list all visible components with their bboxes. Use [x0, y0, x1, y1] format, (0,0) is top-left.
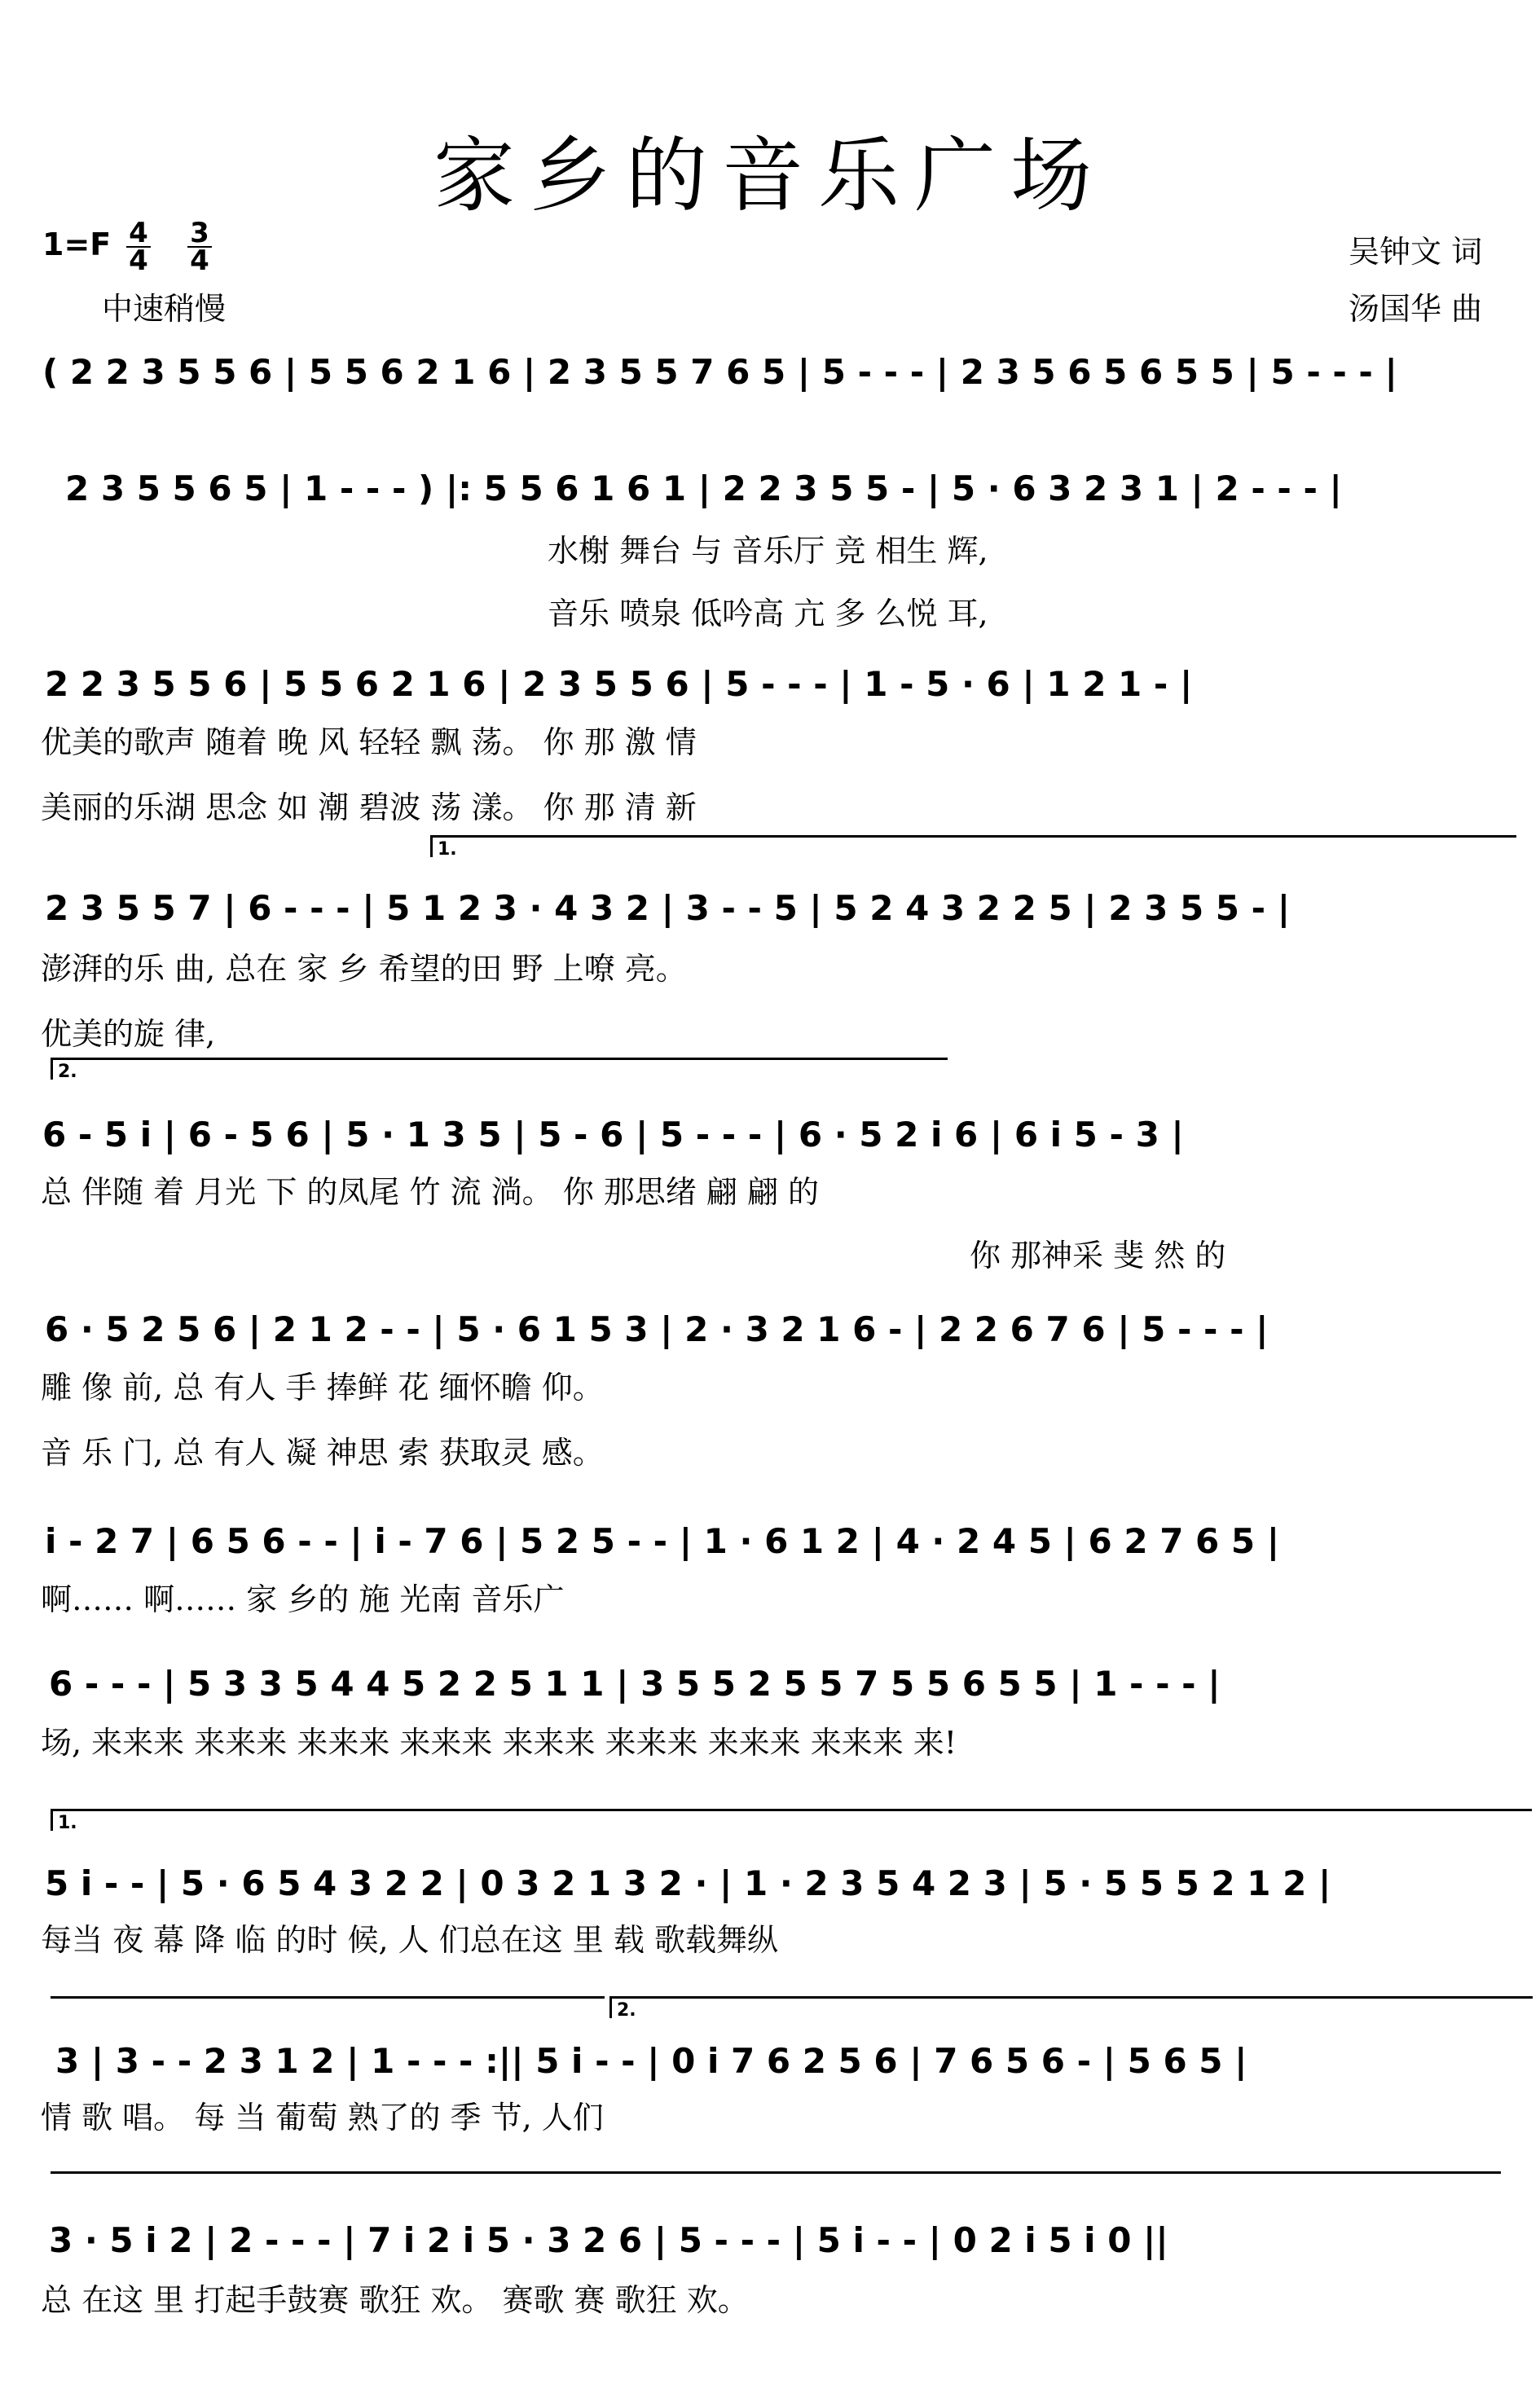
lyric-text: 雕 像 前, 总 有人 手 捧鲜 花 缅怀瞻 仰。: [41, 1370, 604, 1405]
time-signature-3-4: 3 4: [187, 220, 212, 274]
lyric-text: 美丽的乐湖 思念 如 潮 碧波 荡 漾。 你 那 清 新: [41, 790, 697, 825]
bracket-line: [51, 2171, 1501, 2174]
time-signature-4-4: 4 4: [126, 220, 151, 274]
lyric-text: 情 歌 唱。 每 当 葡萄 熟了的 季 节, 人们: [41, 2100, 604, 2135]
lyric-line: [0, 1915, 1540, 1964]
notation-text: 2 3 5 5 6 5 | 1 - - - ) |: 5 5 6 1 6 1 | 2 2 3 5 5 - | 5 · 6 3 2 3 1 | 2 - - - |: [65, 468, 1342, 508]
lyric-line: [0, 588, 1540, 637]
lyric-text: 优美的歌声 随着 晚 风 轻轻 飘 荡。 你 那 激 情: [41, 724, 697, 760]
tempo-marking: 中速稍慢: [102, 291, 227, 327]
notation-text: 6 · 5 2 5 6 | 2 1 2 - - | 5 · 6 1 5 3 | 2 · 3 2 1 6 - | 2 2 6 7 6 | 5 - - - |: [45, 1309, 1269, 1349]
lyric-text: 场, 来来来 来来来 来来来 来来来 来来来 来来来 来来来 来来来 来!: [41, 1725, 957, 1761]
lyric-text: 总 在这 里 打起手鼓赛 歌狂 欢。 赛歌 赛 歌狂 欢。: [41, 2282, 749, 2318]
bracket-line: [51, 1996, 605, 1999]
music-line-2: [0, 468, 1540, 534]
lyric-line: [0, 1009, 1540, 1058]
lyric-line: [0, 1574, 1540, 1623]
lyric-line: [0, 782, 1540, 831]
lyric-text: 音 乐 门, 总 有人 凝 神思 索 获取灵 感。: [41, 1435, 604, 1471]
lyric-line: [0, 1362, 1540, 1411]
lyric-line: [0, 1718, 1540, 1766]
lyric-text: 啊…… 啊…… 家 乡的 施 光南 音乐广: [41, 1581, 565, 1617]
lyric-text: 音乐 喷泉 低吟高 亢 多 么悦 耳,: [548, 596, 988, 631]
lyric-line: [0, 1230, 1540, 1279]
volta-second-ending-chorus: 2.: [609, 1996, 1533, 2018]
song-title: 家乡的音乐广场: [433, 128, 1107, 223]
composer-credit: 汤国华 曲: [1349, 291, 1483, 327]
lyric-line: [0, 2092, 1540, 2141]
notation-text: 6 - - - | 5 3 3 5 4 4 5 2 2 5 1 1 | 3 5 5 2 5 5 7 5 5 6 5 5 | 1 - - - |: [49, 1664, 1221, 1704]
notation-text: 3 · 5 i 2 | 2 - - - | 7 i 2 i 5 · 3 2 6 | 5 - - - | 5 i - - | 0 2 i 5 i 0 ||: [49, 2220, 1168, 2260]
lyric-line: [0, 2275, 1540, 2324]
notation-text: ( 2 2 3 5 5 6 | 5 5 6 2 1 6 | 2 3 5 5 7 6 5 | 5 - - - | 2 3 5 6 5 6 5 5 | 5 - - - |: [42, 352, 1397, 392]
lyric-line: [0, 526, 1540, 574]
lyricist-credit: 吴钟文 词: [1349, 234, 1483, 270]
notation-text: i - 2 7 | 6 5 6 - - | i - 7 6 | 5 2 5 - - | 1 · 6 1 2 | 4 · 2 4 5 | 6 2 7 6 5 |: [45, 1521, 1280, 1561]
notation-text: 2 2 3 5 5 6 | 5 5 6 2 1 6 | 2 3 5 5 6 | 5 - - - | 1 - 5 · 6 | 1 2 1 - |: [45, 664, 1193, 704]
notation-text: 5 i - - | 5 · 6 5 4 3 2 2 | 0 3 2 1 3 2 · | 1 · 2 3 5 4 2 3 | 5 · 5 5 5 2 1 2 |: [45, 1863, 1331, 1903]
lyric-line: [0, 717, 1540, 766]
volta-first-ending: 1.: [430, 835, 1516, 857]
key-signature: 1=F: [42, 227, 112, 262]
music-line-1: [0, 352, 1540, 417]
lyric-line: [0, 943, 1540, 992]
lyric-line: [0, 1167, 1540, 1216]
volta-first-ending-chorus: 1.: [51, 1809, 1532, 1831]
volta-second-ending: 2.: [51, 1058, 948, 1080]
lyric-text: 你 那神采 斐 然 的: [970, 1238, 1226, 1273]
lyric-text: 优美的旋 律,: [41, 1016, 216, 1052]
lyric-line: [0, 1427, 1540, 1476]
lyric-text: 水榭 舞台 与 音乐厅 竞 相生 辉,: [548, 533, 988, 569]
lyric-text: 总 伴随 着 月光 下 的凤尾 竹 流 淌。 你 那思绪 翩 翩 的: [41, 1174, 820, 1210]
notation-text: 3 | 3 - - 2 3 1 2 | 1 - - - :|| 5 i - - | 0 i 7 6 2 5 6 | 7 6 5 6 - | 5 6 5 |: [55, 2041, 1247, 2081]
lyric-text: 每当 夜 幕 降 临 的时 候, 人 们总在这 里 载 歌载舞纵: [41, 1922, 778, 1958]
lyric-text: 澎湃的乐 曲, 总在 家 乡 希望的田 野 上嘹 亮。: [41, 951, 687, 987]
notation-text: 2 3 5 5 7 | 6 - - - | 5 1 2 3 · 4 3 2 | 3 - - 5 | 5 2 4 3 2 2 5 | 2 3 5 5 - |: [45, 888, 1291, 928]
notation-text: 6 - 5 i | 6 - 5 6 | 5 · 1 3 5 | 5 - 6 | 5 - - - | 6 · 5 2 i 6 | 6 i 5 - 3 |: [42, 1115, 1184, 1155]
